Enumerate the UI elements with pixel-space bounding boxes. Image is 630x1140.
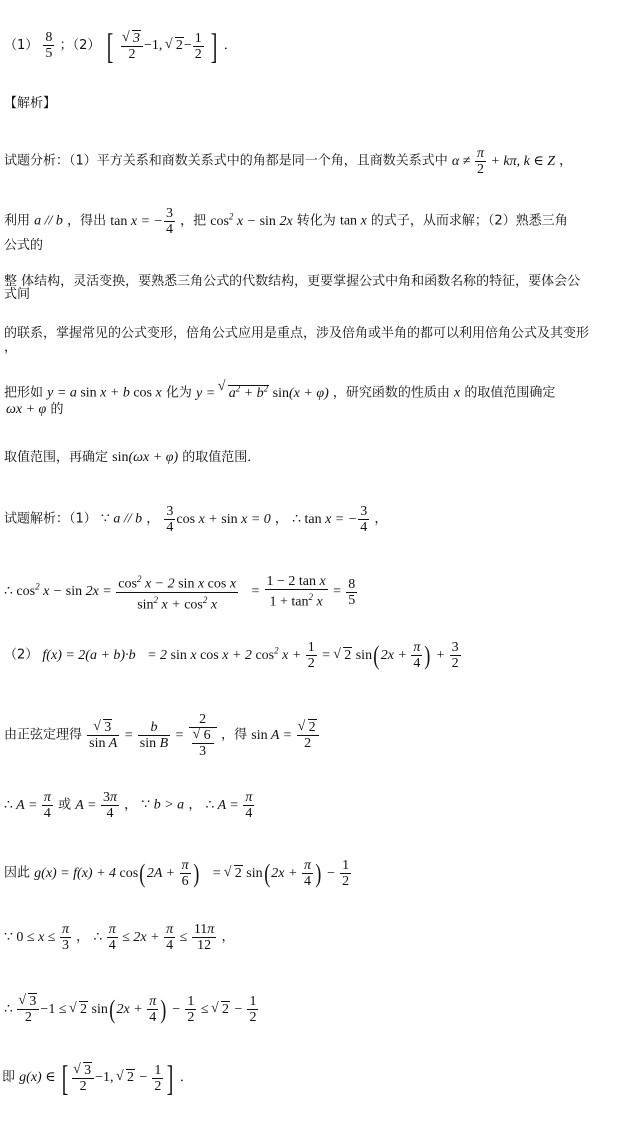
analysis-line-4: 整 体结构，灵活变换，要熟悉三角公式的代数结构，更要掌握公式中角和函数名称的特征，要体会公 xyxy=(4,274,581,289)
analysis-line-2: 利用 a // b ，得出 tan x = − $\frac{3}{4}$ ，把 $\cos^2 x - \sin 2x$ 转化为 tan x 的式子，从而求解；（2）熟悉三角 xyxy=(4,206,568,237)
formula-x: x xyxy=(454,385,461,401)
formula-x-range: ∵ 0 ≤ x ≤ $\frac{\pi}{3}$ xyxy=(4,922,70,953)
formula-g-of-x: g(x) = f(x) + 4 cos(2A + $\frac{\pi}{6}$ ) = √ 2 sin(2x + $\frac{\pi}{4}$ ) − $\frac{1}{2}$ xyxy=(34,866,352,881)
solution-line-9: 即 g(x) ∈ [ √ $\frac{3}{2}$ −1, √ 2 − $\frac{1}{2}$ ] ． xyxy=(2,1058,193,1098)
formula-because-parallel: ∵ a // b xyxy=(100,511,143,527)
answer-1-fraction: $\frac{8}{5}$ xyxy=(45,30,53,62)
formula-omega-x-phi: ωx + φ xyxy=(6,402,47,417)
formula-alpha-condition: α ≠ $\frac{\pi}{2}$ + kπ, k ∈ Z xyxy=(451,146,556,177)
formula-f-of-x: f(x) = 2(a + b)·b = 2 sin x cos x + 2 $\cos^2 x$ + $\frac{1}{2}$ = √ 2 sin(2x + $\frac{\pi}{4}$ ) + $\frac{3}{2}$ xyxy=(42,648,461,663)
solution-line-3: （2） f(x) = 2(a + b)·b = 2 sin x cos x + 2 $\cos^2 x$ + $\frac{1}{2}$ = √ 2 sin(2x + $\frac{\pi}{4}$ ) + $\frac{3}{2}$ xyxy=(4,640,462,671)
formula-cos2-sin2x-evaluation: ∴ $\cos^2 x - \sin 2x$ = $\frac{\cos^2 x - 2 \sin x \cos x}{\sin^2 x + \cos^2 x}$ = $\frac{\text{1 − 2 tan x}}{1 + \tan^2 x}$ = $\frac{8}{5}$ xyxy=(4,574,356,613)
analysis-line-5: 式间 xyxy=(4,287,31,302)
formula-g-bounds: ∴ √ $\frac{3}{2}$ −1 ≤ √ 2 sin(2x + $\frac{\pi}{4}$ ) − $\frac{1}{2}$ ≤ √ 2 − $\frac{1}{2}$ xyxy=(4,1002,259,1017)
formula-b-greater-a: ∵ b > a xyxy=(141,797,185,813)
formula-therefore-tanx: ∴ tan x = − $\frac{3}{4}$ xyxy=(292,504,368,535)
solution-line-1: 试题解析：（1） ∵ a // b ， $\frac{3}{4}$ cos x + sin x = 0 ， ∴ tan x = − $\frac{3}{4}$ ， xyxy=(4,504,388,535)
formula-angle-range: ∴ $\frac{\pi}{4}$ ≤ 2x + $\frac{\pi}{4}$ ≤ $\frac{11\pi}{12}$ xyxy=(93,922,215,953)
analysis-line-1: 试题分析：（1）平方关系和商数关系式中的角都是同一个角，且商数关系式中 α ≠ $\frac{\pi}{2}$ + kπ, k ∈ Z ， xyxy=(4,146,573,177)
solution-line-8 xyxy=(4,994,259,1025)
formula-g-range: g(x) ∈ [ √ $\frac{3}{2}$ −1, √ 2 − $\frac{1}{2}$ ] xyxy=(19,1070,180,1085)
solution-line-2 xyxy=(4,572,358,612)
analysis-line-6: 的联系，掌握常见的公式变形，倍角公式应用是重点，涉及倍角或半角的都可以利用倍角公式及其变形 xyxy=(4,326,590,341)
analysis-line-9: ωx + φ 的 xyxy=(6,402,64,417)
formula-tanx: tan x = − $\frac{3}{4}$ xyxy=(110,206,173,237)
analysis-line-3: 公式的 xyxy=(4,238,44,253)
formula-parallel-condition: $\frac{3}{4}$ cos x + sin x = 0 xyxy=(166,504,271,535)
formula-amplitude-form: y = √ $a^2 + b^2$ sin(x + φ) xyxy=(196,386,329,401)
answer-line: （1） $\frac{8}{5}$ ；（2） [ √ $\frac{3}{2}$ −1, √ 2− $\frac{1}{2}$ ] ． xyxy=(4,26,237,66)
formula-cos2-minus-sin2x: $\cos^2 x - \sin 2x$ xyxy=(210,211,293,229)
formula-sinA: sin A = √ $\frac{2}{2}$ xyxy=(251,728,319,743)
solution-line-7: ∵ 0 ≤ x ≤ $\frac{\pi}{3}$ ， ∴ $\frac{\pi}{4}$ ≤ 2x + $\frac{\pi}{4}$ ≤ $\frac{11\pi}{12}$ ， xyxy=(4,922,235,953)
solution-line-4: 由正弦定理得 √ $\frac{3}{\text{sin A}}$ = $\frac{b}{\text{sin B}}$ = 2 √ $\frac{6}{3}$ ，得 sin A = √ $\frac{2}{2}$ xyxy=(4,712,320,759)
solution-line-5: ∴ A = $\frac{\pi}{4}$ 或 A = $\frac{3\pi}{4}$ ， ∵ b > a ， ∴ A = $\frac{\pi}{4}$ xyxy=(4,790,255,821)
formula-tanx-short: tan x xyxy=(339,213,367,229)
formula-sine-law: √ $\frac{3}{\text{sin A}}$ = $\frac{b}{\text{sin B}}$ = 2 √ $\frac{6}{3}$ xyxy=(86,728,221,743)
formula-sin-omega-x-phi: sin(ωx + φ) xyxy=(112,450,179,465)
analysis-heading: 【解析】 xyxy=(4,96,57,111)
analysis-line-8: 把形如 y = a sin x + b cos x 化为 y = √ $a^2 + b^2$ sin(x + φ) ，研究函数的性质由 x 的取值范围确定 xyxy=(4,380,555,402)
formula-A-value: ∴ A = $\frac{\pi}{4}$ xyxy=(205,790,253,821)
formula-asinx-bcosx: y = a sin x + b cos x xyxy=(47,385,162,401)
formula-A-three-pi-four: A = $\frac{3\pi}{4}$ xyxy=(75,790,117,821)
solution-line-6: 因此 g(x) = f(x) + 4 cos(2A + $\frac{\pi}{6}$ ) = √ 2 sin(2x + $\frac{\pi}{4}$ ) − $\frac{1}{2}$ xyxy=(4,858,352,889)
formula-A-options: ∴ A = $\frac{\pi}{4}$ xyxy=(4,790,51,821)
formula-a-parallel-b: a // b xyxy=(34,213,63,229)
analysis-line-10: 取值范围，再确定 sin(ωx + φ) 的取值范围． xyxy=(4,450,261,465)
analysis-line-7: ， xyxy=(4,340,18,355)
answer-2-interval: [ √ $\frac{3}{2}$ −1, √ 2− $\frac{1}{2}$ ] xyxy=(104,38,223,53)
